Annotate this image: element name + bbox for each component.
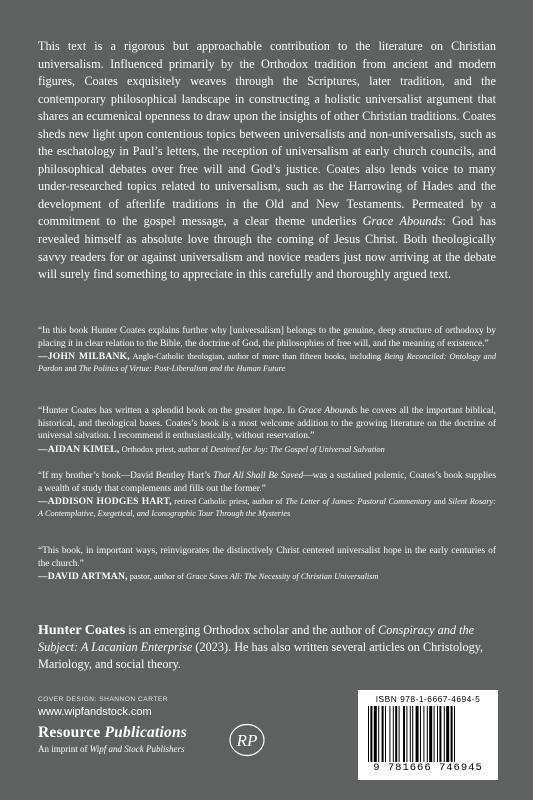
endorser-work-2: The Politics of Virtue: Post-Liberalism and the Human Future [78, 363, 286, 373]
endorser-name: —JOHN MILBANK, [38, 351, 130, 363]
endorser-conj: and [431, 497, 449, 507]
endorser-work: Grace Saves All: The Necessity of Christian Universalism [186, 572, 379, 582]
endorsement-quote: “This book, in important ways, reinvigorates the distinctively Christ centered universalist hope in the early centuries of the church.” [38, 546, 496, 569]
isbn-barcode [358, 690, 498, 780]
endorsement-attribution [38, 496, 496, 520]
endorser-role: retired Catholic priest, author of [171, 497, 286, 507]
endorsement-quote [38, 470, 496, 495]
endorser-role: pastor, author of [127, 572, 187, 582]
book-description [38, 38, 496, 284]
endorsement-milbank [38, 325, 496, 375]
publisher-website: www.wipfandstock.com [38, 706, 152, 718]
quote-part: he covers all the important biblical, historical, and theological bases. Coates’s book is a most welcome addition to the growing literature on the doctrine of universal salvation. I recommend it enthusiastically, without reservation.” [38, 406, 496, 442]
endorsement-quote [38, 405, 496, 443]
endorser-work: Destined for Joy: The Gospel of Universal Salvation [210, 444, 385, 454]
endorser-work-2: Silent Rosary: A Contemplative, Exegetical, and Iconographic Tour Through the Mysteries [38, 497, 496, 518]
endorser-name: —DAVID ARTMAN, [38, 571, 128, 583]
endorsement-quote: “In this book Hunter Coates explains further why [universalism] belongs to the genuine, deep structure of orthodoxy by placing it in clear relation to the Bible, the doctrine of God, the philosophies of free will, and the meaning of existence.” [38, 326, 496, 349]
endorser-conj: and [62, 363, 79, 373]
endorser-name: —AIDAN KIMEL, [38, 443, 120, 455]
imprint-prefix: An imprint of [38, 744, 90, 754]
endorser-work: Being Reconciled: Ontology and Pardon [38, 352, 497, 373]
endorsement-attribution [38, 444, 496, 456]
rp-logo-icon [228, 723, 266, 757]
author-bio [38, 622, 496, 673]
endorsement-attribution [38, 351, 496, 375]
barcode-icon [366, 706, 490, 762]
publisher-name-b: Publications [104, 724, 188, 741]
description-text-end: : God has revealed himself as absolute love through the coming of Jesus Christ. Both theologically savvy readers for or against universalism and novice readers just now arriving at the debate will surely find something to appreciate in this carefully and thoroughly argued text. [38, 214, 496, 282]
barcode-number: 9 781666 746945 [373, 762, 483, 774]
endorsement-artman [38, 545, 496, 583]
endorser-work: The Letter of James: Pastoral Commentary [285, 497, 432, 507]
quote-part: “Hunter Coates has written a splendid book on the greater hope. In [38, 406, 299, 416]
bio-text-end: (2023). He has also written several articles on Christology, Mariology, and social theory. [38, 640, 484, 671]
endorser-name: —ADDISON HODGES HART, [38, 496, 172, 508]
endorsement-kimel [38, 405, 496, 456]
publisher-name-a: Resource [38, 724, 105, 741]
endorser-role: Orthodox priest, author of [119, 444, 211, 454]
imprint-publisher: Wipf and Stock Publishers [89, 744, 185, 754]
bio-text: is an emerging Orthodox scholar and the author of [125, 623, 379, 637]
author-name: Hunter Coates [38, 623, 126, 638]
quote-book-title: That All Shall Be Saved [213, 471, 304, 481]
quote-part: —was a sustained polemic, Coates’s book supplies a wealth of study that complements and fills out the former.” [38, 471, 496, 494]
description-book-title: Grace Abounds [362, 214, 443, 229]
endorsement-attribution [38, 571, 496, 583]
cover-design-credit: COVER DESIGN: SHANNON CARTER [38, 696, 169, 703]
quote-book-title: Grace Abounds [298, 406, 358, 416]
publisher-imprint [38, 744, 185, 754]
description-text: This text is a rigorous but approachable contribution to the literature on Christian universalism. Influenced primarily by the Orthodox tradition from ancient and modern figures, Coates exquisitely weaves through the Scriptures, later tradition, and the contemporary philosophical landscape in constructing a holistic universalist argument that shares an ecumenical openness to draw upon the insights of other Christian traditions. Coates sheds new light upon contentious topics between universalists and non-universalists, such as the eschatology in Paul’s letters, the reception of universalism at early church councils, and philosophical debates over free will and God’s justice. Coates also lends voice to many under-researched topics related to universalism, such as the Harrowing of Hades and the development of afterlife traditions in the Old and New Testaments. Permeated by a commitment to the gospel message, a clear theme underlies [38, 39, 496, 229]
rp-logo-text: RP [236, 731, 258, 750]
quote-part: “If my brother’s book—David Bentley Hart’s [38, 471, 214, 481]
endorser-role: Anglo-Catholic theologian, author of more than fifteen books, including [129, 352, 385, 362]
endorsement-hart [38, 470, 496, 520]
bio-work-title: Conspiracy and the Subject: A Lacanian Enterprise [38, 623, 475, 654]
publisher-name [38, 724, 187, 742]
isbn-label: ISBN 978-1-6667-4694-5 [375, 694, 481, 704]
